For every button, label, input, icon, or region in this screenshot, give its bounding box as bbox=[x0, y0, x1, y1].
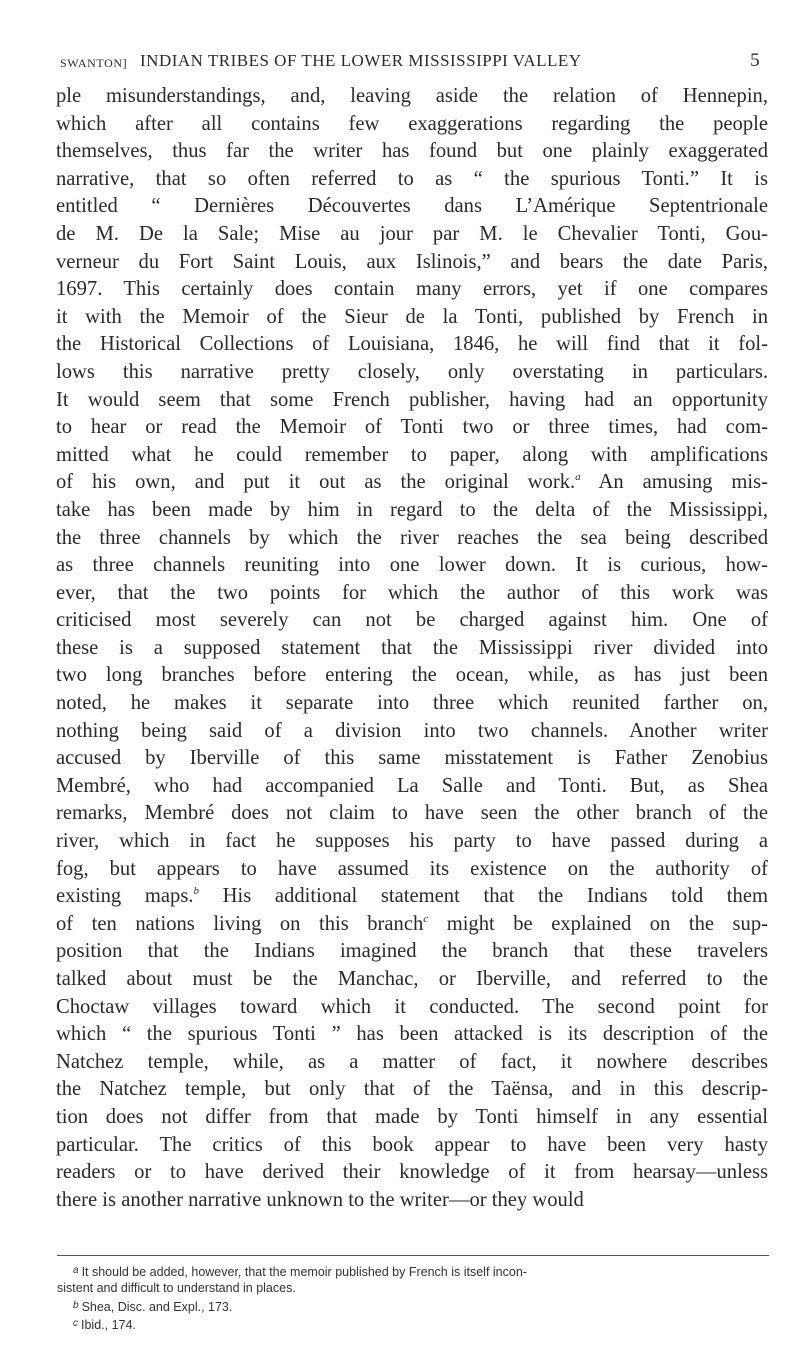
text-segment: of ten nations living on this branch bbox=[56, 912, 424, 935]
footnote-divider bbox=[57, 1255, 769, 1256]
text-line: lows this narrative pretty closely, only overstating in particulars. bbox=[56, 360, 768, 383]
text-line: nothing being said of a division into two channels. Another writer bbox=[56, 719, 768, 742]
text-line: de M. De la Sale; Mise au jour par M. le Chevalier Tonti, Gou- bbox=[56, 222, 768, 245]
text-line: these is a supposed statement that the Mississippi river divided into bbox=[56, 636, 768, 659]
running-head-author: SWANTON] bbox=[60, 56, 128, 70]
text-line: which “ the spurious Tonti ” has been attacked is its description of the bbox=[56, 1023, 768, 1046]
footnote-c bbox=[57, 1315, 769, 1333]
text-line: river, which in fact he supposes his party to have passed during a bbox=[56, 830, 768, 853]
text-segment: An amusing mis- bbox=[580, 471, 768, 494]
footnote-ref-a: a bbox=[575, 471, 581, 484]
text-line: position that the Indians imagined the branch that these travelers bbox=[56, 940, 768, 963]
page-number: 5 bbox=[750, 50, 760, 71]
text-line: which after all contains few exaggerations regarding the people bbox=[56, 112, 768, 135]
running-head-title: INDIAN TRIBES OF THE LOWER MISSISSIPPI VALLEY bbox=[140, 51, 582, 70]
text-segment: of his own, and put it out as the original work. bbox=[56, 471, 576, 494]
text-line-with-note bbox=[56, 883, 768, 911]
text-line: Choctaw villages toward which it conducted. The second point for bbox=[56, 995, 768, 1018]
footnotes bbox=[57, 1262, 769, 1332]
text-line: fog, but appears to have assumed its existence on the authority of bbox=[56, 857, 768, 880]
text-line: two long branches before entering the ocean, while, as has just been bbox=[56, 664, 768, 687]
text-line: tion does not differ from that made by Tonti himself in any essential bbox=[56, 1105, 768, 1128]
text-line: there is another narrative unknown to the writer—or they would bbox=[56, 1188, 584, 1211]
footnote-b bbox=[57, 1297, 769, 1315]
body-text bbox=[56, 83, 768, 1214]
footnote-mark-a: a bbox=[73, 1265, 79, 1276]
text-line: remarks, Membré does not claim to have seen the other branch of the bbox=[56, 802, 768, 825]
text-segment: existing maps. bbox=[56, 885, 194, 908]
text-line: it with the Memoir of the Sieur de la Tonti, published by French in bbox=[56, 305, 768, 328]
text-line: It would seem that some French publisher, having had an opportunity bbox=[56, 388, 768, 411]
text-line: narrative, that so often referred to as “ the spurious Tonti.” It is bbox=[56, 167, 768, 190]
text-line: accused by Iberville of this same misstatement is Father Zenobius bbox=[56, 747, 768, 770]
text-line: the Historical Collections of Louisiana, 1846, he will find that it fol- bbox=[56, 333, 768, 356]
text-segment: might be explained on the sup- bbox=[428, 912, 768, 935]
text-line: the three channels by which the river reaches the sea being described bbox=[56, 526, 768, 549]
text-line: ever, that the two points for which the author of this work was bbox=[56, 581, 768, 604]
footnote-text: Shea, Disc. and Expl., 173. bbox=[81, 1300, 233, 1314]
text-line: mitted what he could remember to paper, along with amplifications bbox=[56, 443, 768, 466]
text-line: themselves, thus far the writer has found but one plainly exaggerated bbox=[56, 140, 768, 163]
text-line: readers or to have derived their knowledge of it from hearsay—unless bbox=[56, 1161, 768, 1184]
text-line: talked about must be the Manchac, or Iberville, and referred to the bbox=[56, 968, 768, 990]
footnote-ref-c: c bbox=[423, 912, 429, 925]
text-line: verneur du Fort Saint Louis, aux Islinois,” and bears the date Paris, bbox=[56, 250, 768, 273]
footnote-a-continued: sistent and difficult to understand in places. bbox=[57, 1280, 296, 1295]
text-line-with-note bbox=[56, 911, 768, 939]
footnote-ref-b: b bbox=[193, 885, 199, 898]
text-line: take has been made by him in regard to the delta of the Mississippi, bbox=[56, 498, 768, 521]
text-line: as three channels reuniting into one lower down. It is curious, how- bbox=[56, 554, 768, 577]
text-line: criticised most severely can not be charged against him. One of bbox=[56, 609, 768, 632]
text-line: noted, he makes it separate into three which reunited farther on, bbox=[56, 692, 768, 715]
text-line: Natchez temple, while, as a matter of fact, it nowhere describes bbox=[56, 1050, 768, 1073]
text-line-with-note bbox=[56, 469, 768, 497]
footnote-text: Ibid., 174. bbox=[81, 1317, 136, 1332]
text-line: to hear or read the Memoir of Tonti two or three times, had com- bbox=[56, 416, 768, 439]
footnote-a bbox=[57, 1262, 769, 1280]
text-line: entitled “ Dernières Découvertes dans L’Amérique Septentrionale bbox=[56, 195, 768, 218]
text-line: ple misunderstandings, and, leaving aside the relation of Hennepin, bbox=[56, 85, 768, 107]
text-segment: His additional statement that the Indians told them bbox=[198, 885, 768, 908]
running-head bbox=[60, 50, 760, 76]
footnote-mark-b: b bbox=[73, 1300, 79, 1311]
text-line: the Natchez temple, but only that of the Taënsa, and in this descrip- bbox=[56, 1078, 768, 1101]
text-line: Membré, who had accompanied La Salle and Tonti. But, as Shea bbox=[56, 774, 768, 797]
footnote-mark-c: c bbox=[73, 1317, 78, 1329]
footnote-text: It should be added, however, that the memoir published by French is itself incon- bbox=[81, 1265, 527, 1279]
text-line: 1697. This certainly does contain many errors, yet if one compares bbox=[56, 278, 768, 301]
text-line: particular. The critics of this book appear to have been very hasty bbox=[56, 1133, 768, 1156]
